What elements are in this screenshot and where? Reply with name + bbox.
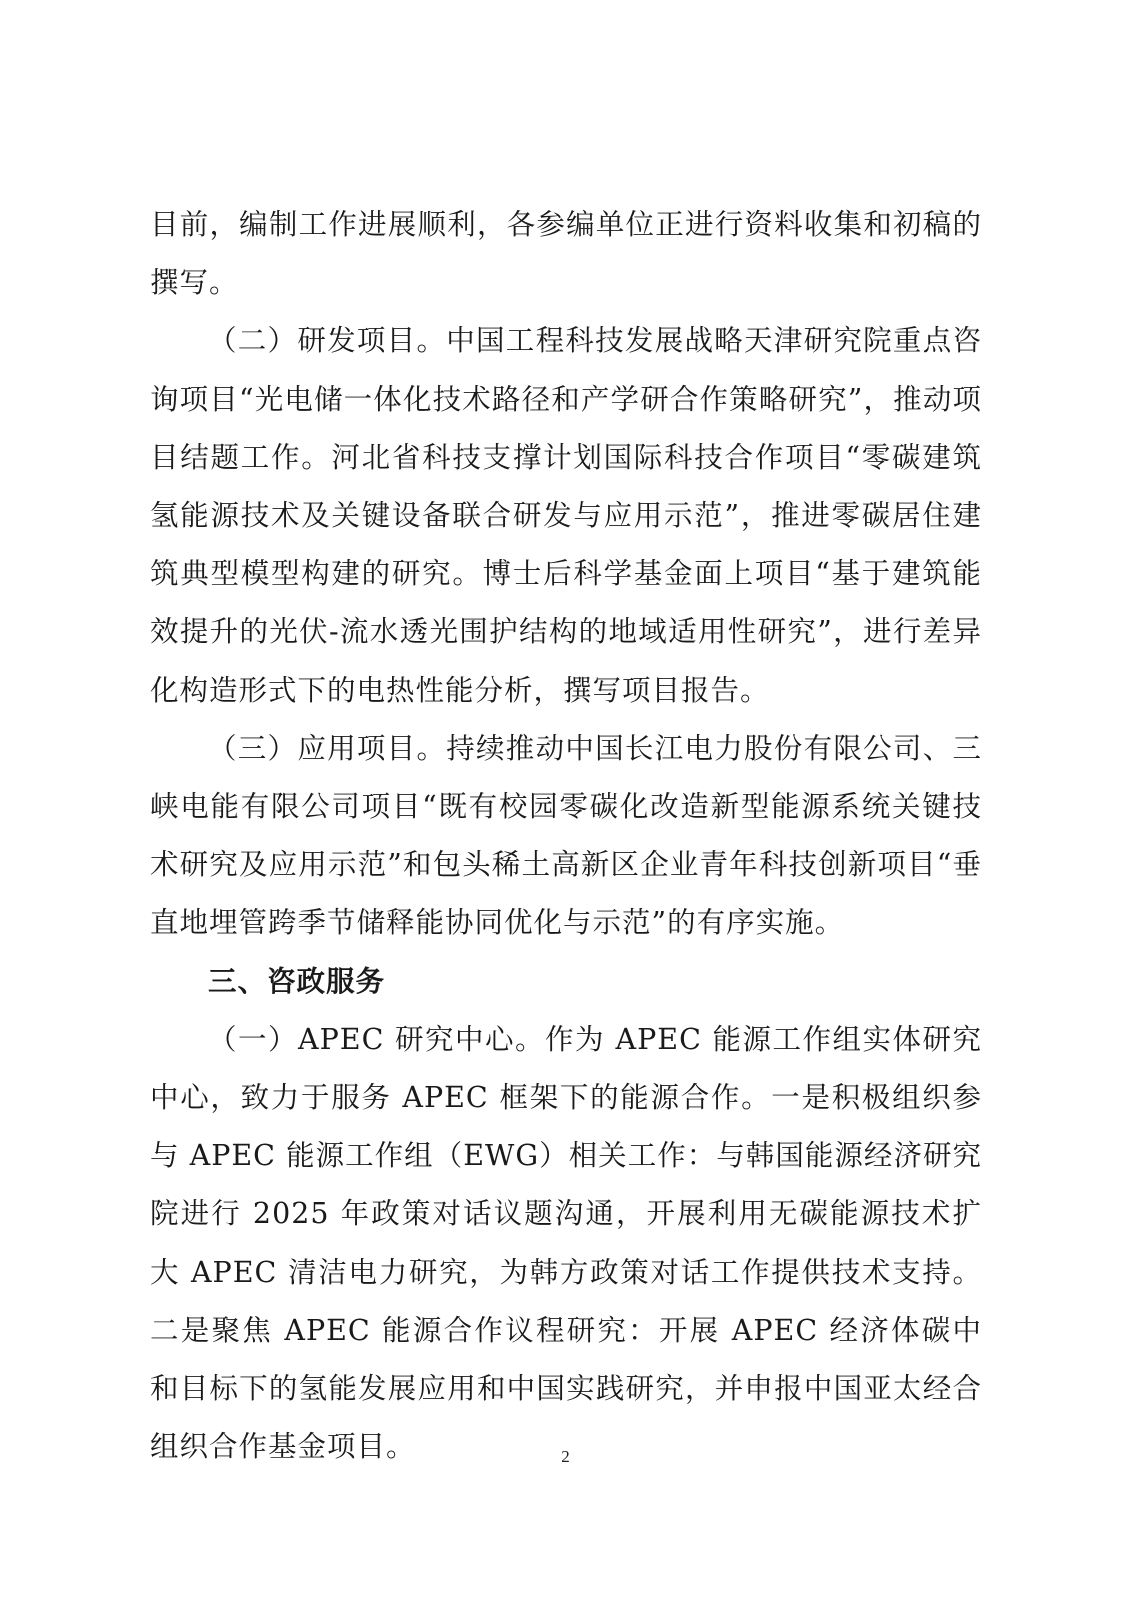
paragraph-apec-center: （一）APEC 研究中心。作为 APEC 能源工作组实体研究中心，致力于服务 APEC 框架下的能源合作。一是积极组织参与 APEC 能源工作组（EWG）相关工作：与韩国能源经济研究院进行 2025 年政策对话议题沟通，开展利用无碳能源技术扩大 APEC 清洁电力研究，为韩方政策对话工作提供技术支持。二是聚焦 APEC 能源合作议程研究：开展 APEC 经济体碳中和目标下的氢能发展应用和中国实践研究，并申报中国亚太经合组织合作基金项目。 (150, 1022, 982, 1464)
page-number: 2 (561, 1447, 570, 1466)
document-body (150, 196, 982, 1476)
paragraph-application-projects: （三）应用项目。持续推动中国长江电力股份有限公司、三峡电能有限公司项目“既有校园零碳化改造新型能源系统关键技术研究及应用示范”和包头稀土高新区企业青年科技创新项目“垂直地埋管跨季节储释能协同优化与示范”的有序实施。 (150, 731, 982, 940)
paragraph-continuation: 目前，编制工作进展顺利，各参编单位正进行资料收集和初稿的撰写。 (150, 208, 982, 300)
paragraph-research-projects: （二）研发项目。中国工程科技发展战略天津研究院重点咨询项目“光电储一体化技术路径和产学研合作策略研究”，推动项目结题工作。河北省科技支撑计划国际科技合作项目“零碳建筑氢能源技术及关键设备联合研发与应用示范”，推进零碳居住建筑典型模型构建的研究。博士后科学基金面上项目“基于建筑能效提升的光伏-流水透光围护结构的地域适用性研究”，进行差异化构造形式下的电热性能分析，撰写项目报告。 (150, 324, 982, 707)
section-heading: 三、咨政服务 (208, 964, 386, 998)
